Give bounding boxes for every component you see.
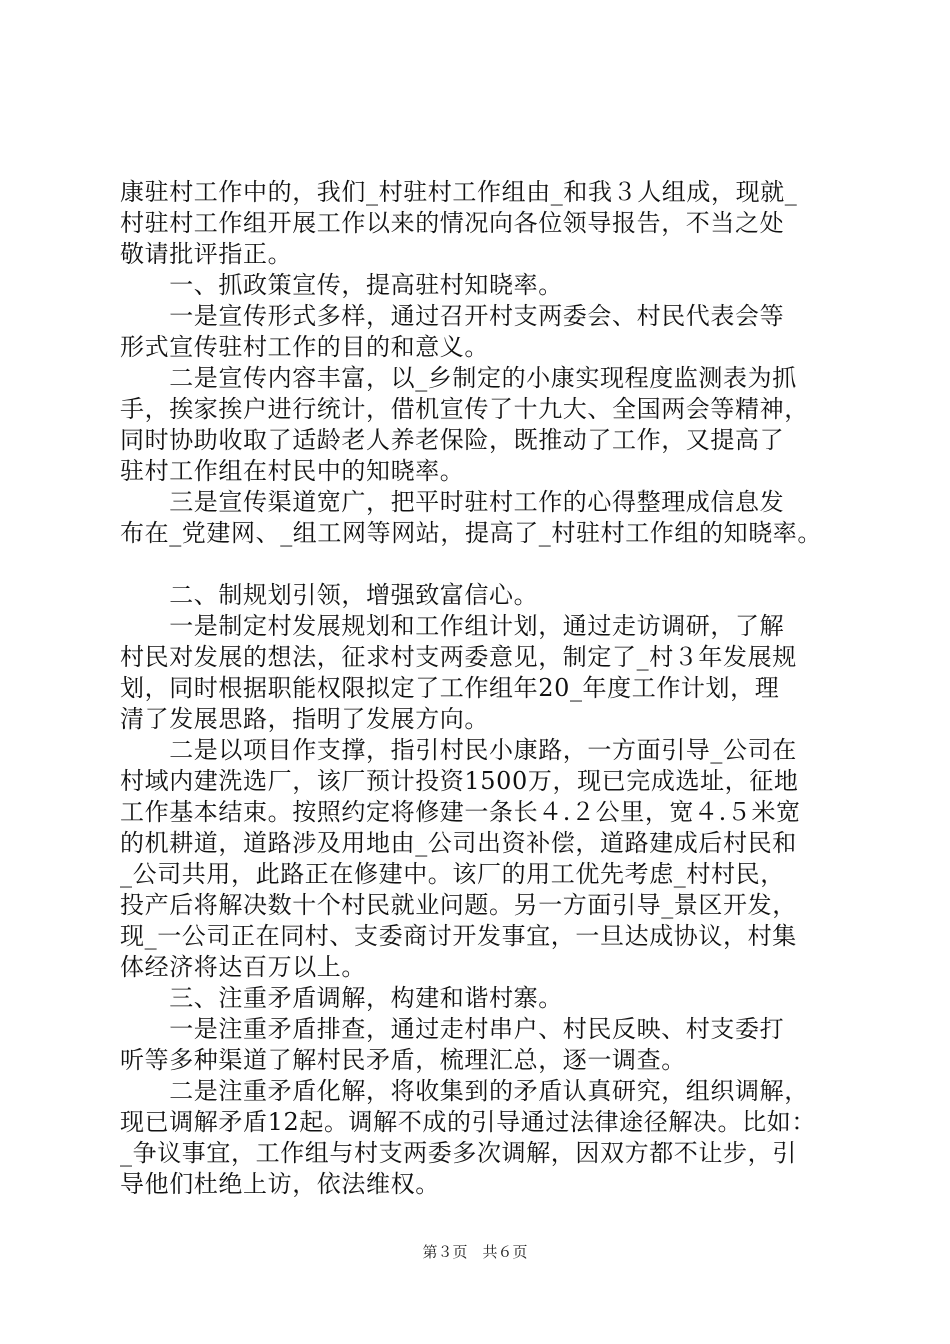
- text-line: 同时协助收取了适龄老人养老保险，既推动了工作，又提高了: [120, 426, 785, 454]
- text-line: 一是注重矛盾排查，通过走村串户、村民反映、村支委打: [120, 1015, 785, 1043]
- text-line: 布在_党建网、_组工网等网站，提高了_村驻村工作组的知晓率。: [120, 519, 822, 547]
- text-line: 手，挨家挨户进行统计，借机宣传了十九大、全国两会等精神，: [120, 395, 809, 423]
- text-line: 听等多种渠道了解村民矛盾，梳理汇总，逐一调查。: [120, 1046, 686, 1074]
- text-line: _公司共用，此路正在修建中。该厂的用工优先考虑_村村民，: [120, 860, 785, 888]
- text-line: 形式宣传驻村工作的目的和意义。: [120, 333, 489, 361]
- text-line: 二是以项目作支撑，指引村民小康路，一方面引导_公司在: [120, 736, 797, 764]
- text-line: 康驻村工作中的，我们_村驻村工作组由_和我３人组成，现就_: [120, 178, 798, 206]
- text-line: 三是宣传渠道宽广，把平时驻村工作的心得整理成信息发: [120, 488, 785, 516]
- text-line: 清了发展思路，指明了发展方向。: [120, 705, 489, 733]
- text-line: 二是宣传内容丰富，以_乡制定的小康实现程度监测表为抓: [120, 364, 797, 392]
- section-heading: 二、制规划引领，增强致富信心。: [120, 581, 539, 609]
- text-line: 导他们杜绝上访，依法维权。: [120, 1170, 440, 1198]
- text-line: 现已调解矛盾12起。调解不成的引导通过法律途径解决。比如：: [120, 1108, 816, 1136]
- text-line: 工作基本结束。按照约定将修建一条长４.２公里，宽４.５米宽: [120, 798, 801, 826]
- text-line: 驻村工作组在村民中的知晓率。: [120, 457, 465, 485]
- page-footer: 第３页 共６页: [422, 1243, 528, 1261]
- text-line: 现_一公司正在同村、支委商讨开发事宜，一旦达成协议，村集: [120, 922, 797, 950]
- text-line: 村民对发展的想法，征求村支两委意见，制定了_村３年发展规: [120, 643, 797, 671]
- text-line: 村域内建洗选厂，该厂预计投资1500万，现已完成选址，征地: [120, 767, 799, 795]
- document-body: [120, 177, 860, 1200]
- text-line: _争议事宜，工作组与村支两委多次调解，因双方都不让步，引: [120, 1139, 797, 1167]
- section-heading: 一、抓政策宣传，提高驻村知晓率。: [120, 271, 563, 299]
- text-line: 一是制定村发展规划和工作组计划，通过走访调研，了解: [120, 612, 785, 640]
- text-line: 村驻村工作组开展工作以来的情况向各位领导报告，不当之处: [120, 209, 785, 237]
- text-line: 投产后将解决数十个村民就业问题。另一方面引导_景区开发，: [120, 891, 797, 919]
- text-line: 二是注重矛盾化解，将收集到的矛盾认真研究，组织调解，: [120, 1077, 809, 1105]
- section-heading: 三、注重矛盾调解，构建和谐村寨。: [120, 984, 563, 1012]
- blank-line: [120, 549, 860, 580]
- text-line: 的机耕道，道路涉及用地由_公司出资补偿，道路建成后村民和: [120, 829, 797, 857]
- text-line: 划，同时根据职能权限拟定了工作组年20_年度工作计划，理: [120, 674, 780, 702]
- text-line: 体经济将达百万以上。: [120, 953, 366, 981]
- text-line: 敬请批评指正。: [120, 240, 293, 268]
- text-line: 一是宣传形式多样，通过召开村支两委会、村民代表会等: [120, 302, 785, 330]
